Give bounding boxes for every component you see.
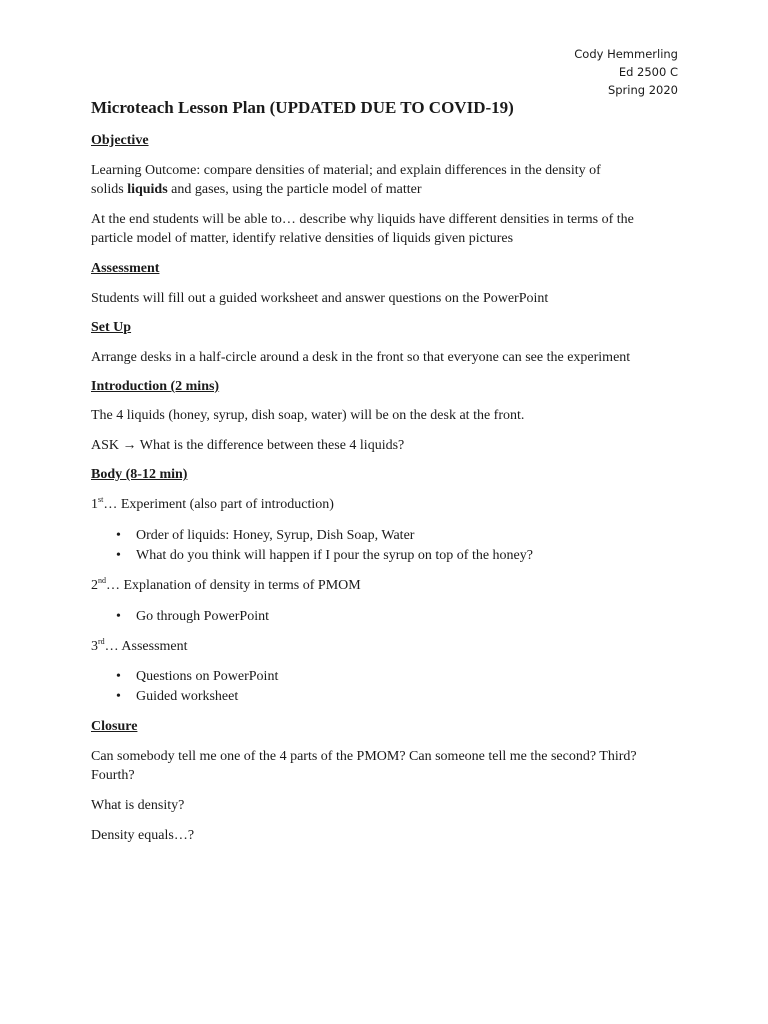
introduction-text: The 4 liquids (honey, syrup, dish soap, water) will be on the desk at the front. <box>91 408 525 423</box>
page-title: Microteach Lesson Plan (UPDATED DUE TO COVID-19) <box>91 98 514 117</box>
header-block <box>574 45 678 99</box>
ask-label: ASK <box>91 438 120 453</box>
list-item: • Questions on PowerPoint <box>91 667 691 687</box>
end-goal-line-1: At the end students will be able to… describe why liquids have different densities in terms of the <box>91 212 634 227</box>
step-3-bullets <box>91 667 691 707</box>
introduction-heading: Introduction (2 mins) <box>91 379 220 394</box>
closure-question-2: What is density? <box>91 798 185 813</box>
learning-outcome-line-2: solids liquids and gases, using the particle model of matter <box>91 182 422 197</box>
list-item: • Go through PowerPoint <box>91 607 691 627</box>
author-name: Cody Hemmerling <box>574 47 678 61</box>
setup-heading: Set Up <box>91 320 132 335</box>
course-code: Ed 2500 C <box>618 65 678 79</box>
step-2: 2nd… Explanation of density in terms of PMOM <box>91 576 361 593</box>
closure-question-3: Density equals…? <box>91 828 195 843</box>
term: Spring 2020 <box>607 83 678 97</box>
ask-line <box>91 436 691 455</box>
step-2-bullets <box>91 607 691 627</box>
step-1: 1st… Experiment (also part of introduction) <box>91 495 334 512</box>
closure-question-1: Can somebody tell me one of the 4 parts of the PMOM? Can someone tell me the second? Third? Fourth? <box>91 749 637 783</box>
learning-outcome <box>91 161 691 199</box>
step-3: 3rd… Assessment <box>91 637 188 654</box>
closure-heading: Closure <box>91 719 138 734</box>
setup-text: Arrange desks in a half-circle around a desk in the front so that everyone can see the experiment <box>91 350 631 365</box>
list-item: • Guided worksheet <box>91 687 691 707</box>
body-heading: Body (8-12 min) <box>91 467 188 482</box>
assessment-text: Students will fill out a guided worksheet and answer questions on the PowerPoint <box>91 291 549 306</box>
ask-question: What is the difference between these 4 liquids? <box>139 438 405 453</box>
objective-heading: Objective <box>91 133 149 148</box>
assessment-heading: Assessment <box>91 261 160 276</box>
end-goal <box>91 210 691 248</box>
arrow-right-icon: → <box>122 438 137 453</box>
list-item: • What do you think will happen if I pour the syrup on top of the honey? <box>91 546 691 566</box>
learning-outcome-line-1: Learning Outcome: compare densities of material; and explain differences in the density of <box>91 163 601 178</box>
step-1-bullets <box>91 526 691 566</box>
list-item: • Order of liquids: Honey, Syrup, Dish Soap, Water <box>91 526 691 546</box>
end-goal-line-2: particle model of matter, identify relative densities of liquids given pictures <box>91 231 514 246</box>
